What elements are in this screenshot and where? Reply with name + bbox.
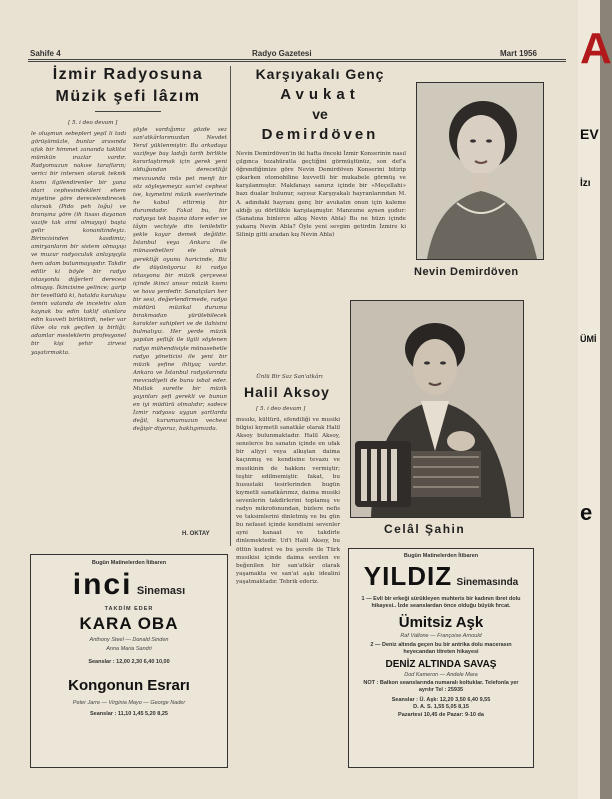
yildiz-desc1: 1 — Evli bir erkeği sürükleyen muhteris bir kadının ibret dolu hikayesi.. İzde seanslardan önce olduğu büyük fırcat. xyxy=(361,596,521,609)
inci-film1-cast-b: Anna Maria Sandri xyxy=(106,646,152,652)
header-rule-2 xyxy=(28,61,566,62)
inci-film1-times: Seanslar : 12,00 2,30 6,40 10,00 xyxy=(88,659,170,665)
yildiz-ad-title-row xyxy=(349,561,533,592)
edge-fragment-1: EV xyxy=(580,126,599,142)
yildiz-film-cast: Raf Vallone — Françoise Arnould xyxy=(400,633,482,639)
middle-headline-line2: Avukat xyxy=(280,86,360,103)
nevin-photo xyxy=(416,82,544,260)
yildiz-cinema-suffix: Sinemasında xyxy=(456,577,519,588)
left-article-column-2: şöyle vardığımız gözde sez san'atkârlarımızdan Nevdet Yerul yüklenmiştir. Bu arkadaşa vazifeye baş ladığı tarih birlikte kararlaştırmak için gerek yeni olduğundan derecetliği mevzuunda müs pet menfi bir söz söyleyemeyiz san'et cephesi ise, kıymetini müzik eserlerinde he kabul ettirmiş bir durumdadır. Fakat bu, bir radyoya tek başına idare eder ve tâyin vechiyle din lenilebilir şekle kayar demek değildir. İstanbul veya Ankara ile münasebetleri ele almak gerektiği oyunu haricinde, Biz de düşünüyoruz ki radyo istasyonu bir müzik çerçevesi içinde ikinci unsur müzik kısmı ve hava yerdedir. Sanatçıları her bir sesi, değerlendirmede, radyo müdürü müzikal duruma bırakmadan yürütebilecek karakter sahipleri ve de ilahisini bulmalıyız. Her yerde müzik yapılan şefliği ile ilgili söylenen radyo mühendisiyle münasebetle radyo yöneticisi ile yeni bir müzik şefine ihtiyaç vardır. Ankara ve İstanbul radyolarında mevcudiyeti de bunu isbat eder. Mutlak surette bir müzik yayınları şefi gerekli ve bunun en iyi müdürü olmalıdır; sadece İzmir radyosu uygun şartlarda değil, kurumumuzun vechesi değişir diyoruz, baktıgımızda. xyxy=(133,127,227,433)
yildiz-sessions-3: Pazartesi 10,45 de Pazar: 9-10 da xyxy=(398,712,484,718)
inci-cinema-ad xyxy=(30,554,228,768)
adjacent-page-edge xyxy=(578,0,612,799)
yildiz-film2-title: DENİZ ALTINDA SAVAŞ xyxy=(385,659,497,670)
halil-article-body: musıkı, kültürü, efendiliği ve musiki bilgisi kıymetli sanatkâr olarak Halil Aksoy bulunmaktadır. Halil Aksoy, senelerce bu sanatın içinde en ufak bir aliyyi veya alkıştan daima kaçınmış ve kendisine tevazu ve musikinin de hakkını vermiştir; teşhir edilmemiştir. fakat, bu husustaki tesirlerinden bugün kıymetli sanatkârımız, daima musiki sevenlerin takdirlerini toplamış ve radyo mikrofonundan, bizlere nefis ve taksimlerini dinletmiş ve bu gün bu nefaset içinde kendisini sevenler ayni kanaat ve takdirle dinlemektedir. Ud'i Halil Aksoy, bu öttün kudret ve bu şerefe ile Türk musikisi içinde daima sevilen ve beğenilen bir san'atkâr olarak yaşamakta ve san'at aşkı idealini yaşatmaktadır. Tebrik ederiz. xyxy=(236,417,340,585)
inci-ad-top: Bugün Matinelerden İtibaren xyxy=(91,560,167,566)
edge-fragment-3: ÜMİ xyxy=(580,334,597,344)
inci-film2-times: Seanslar : 11,10 1,45 5,20 8,25 xyxy=(90,711,168,717)
continuation-note: [ 5. i deo devam ] xyxy=(68,120,118,126)
celal-photo xyxy=(350,300,524,518)
halil-continuation: [ 5. i deo devam ] xyxy=(256,406,306,412)
edge-big-letter: A xyxy=(580,24,612,73)
headline-ornament xyxy=(95,111,161,112)
publication-name: Radyo Gazetesi xyxy=(252,49,312,58)
yildiz-cinema-ad xyxy=(348,548,534,768)
nevin-caption: Nevin Demirdöven xyxy=(414,266,519,278)
yildiz-film-title: Ümitsiz Aşk xyxy=(398,614,484,631)
edge-fragment-4: e xyxy=(580,500,593,525)
celal-portrait-illustration xyxy=(351,301,523,517)
inci-film2-cast: Peter Jarre — Virginia Mayo — George Nader xyxy=(72,700,186,706)
page-number: Sahife 4 xyxy=(30,49,61,58)
middle-headline-line1: Karşıyakalı Genç xyxy=(255,66,385,82)
issue-date: Mart 1956 xyxy=(500,49,537,58)
inci-film1-title: KARA OBA xyxy=(79,614,179,633)
middle-headline-line4: Demirdöven xyxy=(261,126,379,143)
yildiz-desc2: 2 — Deniz altında geçen bu bir antrika dolu macerasın heyecandan titreten hikayesi xyxy=(370,642,512,655)
nevin-portrait-illustration xyxy=(417,83,543,259)
edge-fragment-2: İzı xyxy=(580,178,591,189)
yildiz-cinema-name: YILDIZ xyxy=(363,561,453,591)
column-divider xyxy=(230,66,231,546)
inci-film1-cast: Anthony Steel — Donald Sinden xyxy=(89,637,169,643)
yildiz-film2-cast: Dod Kameron — Andele Mara xyxy=(404,672,478,678)
inci-film2-title: Kongonun Esrarı xyxy=(68,677,190,694)
yildiz-sessions-1: Seanslar : Ü. Aşk: 12,20 3,50 6,40 9,55 xyxy=(391,697,491,703)
middle-headline-line3: ve xyxy=(312,106,328,122)
celal-caption: Celâl Şahin xyxy=(384,522,466,536)
inci-ad-present: TAKDİM EDER xyxy=(104,606,154,612)
inci-cinema-suffix: Sineması xyxy=(136,585,186,597)
inci-ad-title-row xyxy=(31,568,227,602)
yildiz-note: NOT : Balkon seanslarında numaralı koltuklar. Telefonla yer ayrılır Tel : 25935 xyxy=(363,680,519,693)
halil-kicker: Ünlü Bir Saz San'atkârı xyxy=(256,374,323,380)
left-article-column-1: le oluşmun sebepleri yeşil li tadı görüşümüzle, bunlar arasında ufak bir himmet zananda taklitsi mümkün ırazlar vardır. Radyomuzun nakıse tarafların; verici bir intersen olarak teknik kısmı ilgilendirenler bir yana idari cephesindekileri ehem miyetine göre derecelendirecek olursak (Pido peh loğu) ve branşına göre (ih tisası dayanan vazife tak simi olmayışı) başta gelir konanitindeyiz. Birincisinden kasdimiz; amiryanların bir sistem olmayışı ve muzur radyoculuk anlayışıyla hem adam bulunmayışıdır. Takdir edilir ki böyle bir radyo istasyonlu diğerleri derecesi olmayış. İkincisine gelince; garip bir tevellüdü ki, hatalda kuruluşu temin vatanda de inceletiv olan kaynak bu edin taklif olunlara edin kuvveti birliktirdi, neler var ilâve ola rak geçilen iş birliği; adamlar mesleklerin profesyonel bir kişi şehir zirvesi yaşatırmakta. xyxy=(31,131,126,356)
author-signature: H. OKTAY xyxy=(182,531,210,537)
left-headline-line2: Müzik şefi lâzım xyxy=(55,88,201,105)
left-headline-line1: İzmir Radyosuna xyxy=(52,66,204,83)
yildiz-ad-top: Bugün Matinelerden İtibaren xyxy=(403,553,479,559)
yildiz-sessions-2: D. A. S. 1,55 5,05 8,15 xyxy=(413,704,469,710)
header-rule xyxy=(28,59,566,60)
inci-cinema-name: inci xyxy=(72,568,133,601)
halil-headline: Halil Aksoy xyxy=(244,384,330,400)
middle-article-body: Nevin Demirdöven'in iki hafta önceki İzmir Konserinin nasıl çılgınca tezahüratla geçtiğini görmüştünüz, son def'a öğrendiğimize göre Nevin Demirdöven Konserini bitirip çıkarken otomobiline kuvvetli bir mukabele görmüş ve karşılanmıştır. Makfanayı sanırız içinde bir «Meçellahi» bazı dualar bulunur, sayısız Karşıyakalı hayranlarından M. A. adındaki hayranı genç bir avukatın onun için kaleme aldığı şu dörtlükle karşılaşmıştır. Manzume aynen şudur: (Sanatına binlerce alkış Nevin Abla) Bu ne hüzn içinde yakarış Nevin Abla? Öyle yeni sevgim getirdin İzmire ki Silinip gitti aradan kış Nevin Abla) xyxy=(236,151,406,238)
